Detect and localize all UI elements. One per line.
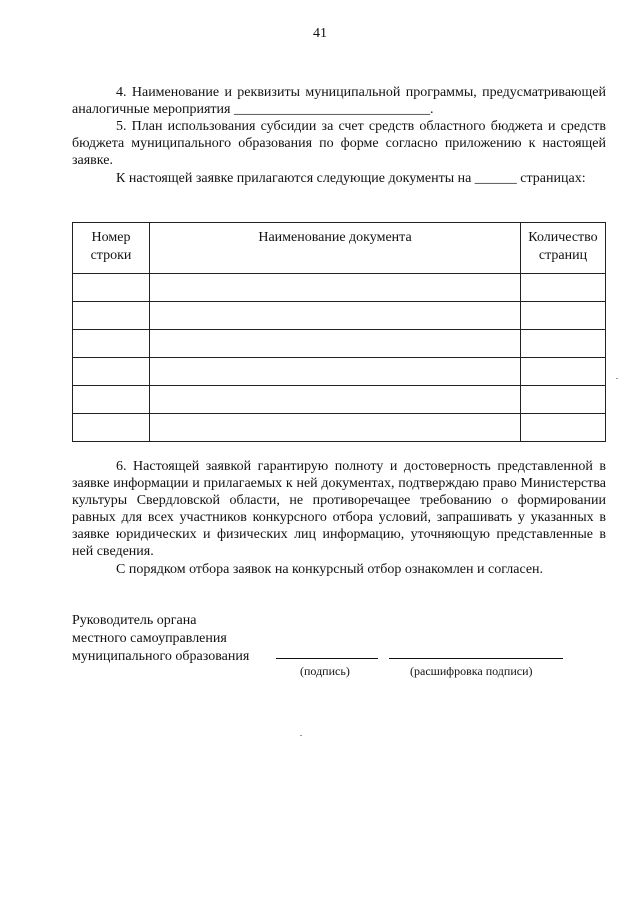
table-header-row [73,223,606,274]
table-cell [73,302,150,330]
table-row [73,414,606,442]
table-cell [150,386,521,414]
table-cell [73,274,150,302]
table-cell [521,386,606,414]
header-document-name: Наименование документа [150,223,521,274]
table-cell [150,414,521,442]
paragraph-6: 6. Настоящей заявкой гарантирую полноту и достоверность представленной в заявке информации и прилагаемых к ней документах, подтверждаю право Министерства культуры Свердловской области, не противоречащее требованию о формировании равных для всех участников конкурсного отбора условий, запрашивать у указанных в заявке юридических и физических лиц информацию, уточняющую представленные в ней сведения. [72,459,606,559]
decode-caption: (расшифровка подписи) [410,664,533,678]
table-cell [73,386,150,414]
signatory-title-3: муниципального образования [72,649,250,664]
table-cell [521,302,606,330]
table-cell [521,274,606,302]
item-4: 4. Наименование и реквизиты муниципальной программы, предусматривающей аналогичные мероприятия ____________________________. [72,85,606,117]
table-cell [73,414,150,442]
agreement-line: С порядком отбора заявок на конкурсный отбор ознакомлен и согласен. [116,562,544,577]
name-decode-line [389,658,563,659]
scan-speck [300,735,302,736]
signature-line [276,658,378,659]
table-cell [73,330,150,358]
header-page-count: Количество страниц [521,223,606,274]
table-cell [521,358,606,386]
table-cell [521,330,606,358]
table-cell [521,414,606,442]
table-row [73,302,606,330]
signatory-title-2: местного самоуправления [72,631,227,646]
table-cell [150,274,521,302]
scan-speck [616,378,618,379]
header-row-number: Номер строки [73,223,150,274]
table-row [73,358,606,386]
table-cell [150,330,521,358]
signature-caption: (подпись) [300,664,350,678]
page-number: 41 [313,26,327,41]
attachments-line: К настоящей заявке прилагаются следующие документы на ______ страницах: [116,171,586,186]
signature-block [72,612,249,666]
table-cell [150,302,521,330]
table-row [73,386,606,414]
signatory-title-1: Руководитель органа [72,613,197,628]
documents-table [72,222,606,442]
table-cell [73,358,150,386]
item-5: 5. План использования субсидии за счет средств областного бюджета и средств бюджета муниципального образования по форме согласно приложению к настоящей заявке. [72,119,606,168]
table-cell [150,358,521,386]
table-row [73,274,606,302]
table-row [73,330,606,358]
